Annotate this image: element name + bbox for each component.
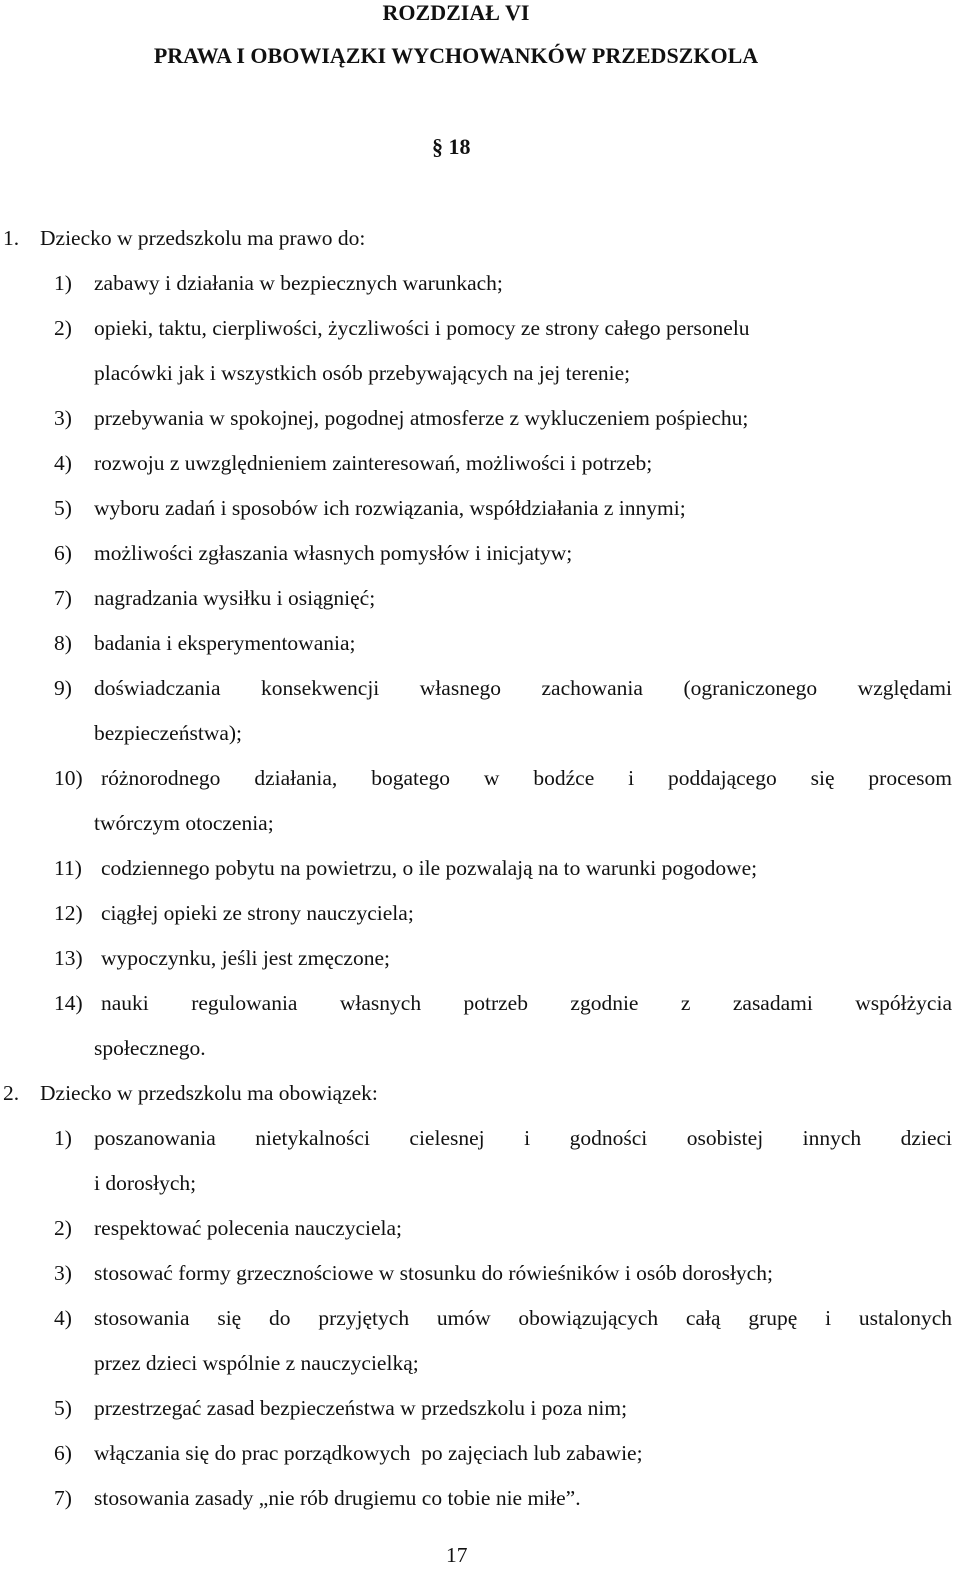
list-item-text: stosować formy grzecznościowe w stosunku do rówieśników i osób dorosłych; bbox=[94, 1261, 773, 1285]
list-item-number: 8) bbox=[54, 631, 72, 655]
list-item-text: wyboru zadań i sposobów ich rozwiązania, współdziałania z innymi; bbox=[94, 496, 686, 520]
list-item-text: doświadczania konsekwencji własnego zachowania (ograniczonego względami bbox=[94, 676, 952, 700]
list-item-number: 4) bbox=[54, 1306, 72, 1330]
list-item-number: 12) bbox=[54, 901, 83, 925]
list-item-text bbox=[94, 318, 952, 340]
list-item-text: ciągłej opieki ze strony nauczyciela; bbox=[101, 901, 414, 925]
list-item-number: 6) bbox=[54, 1441, 72, 1465]
list-item-number: 5) bbox=[54, 1396, 72, 1420]
list-item-number: 9) bbox=[54, 676, 72, 700]
list-item-text-continued: placówki jak i wszystkich osób przebywających na jej terenie; bbox=[94, 361, 631, 385]
chapter-title: ROZDZIAŁ VI bbox=[382, 0, 530, 25]
list-item-text: przebywania w spokojnej, pogodnej atmosferze z wykluczeniem pośpiechu; bbox=[94, 406, 749, 430]
list-item-text: nauki regulowania własnych potrzeb zgodnie z zasadami współżycia bbox=[101, 991, 952, 1015]
list-item-text-continued: twórczym otoczenia; bbox=[94, 811, 274, 835]
section-number: 1. bbox=[3, 226, 20, 250]
list-item-number: 10) bbox=[54, 766, 83, 790]
list-item-number: 1) bbox=[54, 1126, 72, 1150]
list-item-number: 6) bbox=[54, 541, 72, 565]
list-item-number: 3) bbox=[54, 1261, 72, 1285]
word: opieki, taktu, cierpliwości, życzliwości i pomocy ze strony całego personelu bbox=[94, 316, 750, 340]
list-item-number: 3) bbox=[54, 406, 72, 430]
list-item-text-continued: i dorosłych; bbox=[94, 1171, 197, 1195]
list-item-number: 11) bbox=[54, 856, 82, 880]
list-item-text: włączania się do prac porządkowych po zajęciach lub zabawie; bbox=[94, 1441, 643, 1465]
list-item-text: przestrzegać zasad bezpieczeństwa w przedszkolu i poza nim; bbox=[94, 1396, 628, 1420]
list-item-number: 4) bbox=[54, 451, 72, 475]
section-intro: Dziecko w przedszkolu ma obowiązek: bbox=[40, 1081, 378, 1105]
chapter-subtitle: PRAWA I OBOWIĄZKI WYCHOWANKÓW PRZEDSZKOLA bbox=[153, 43, 759, 68]
list-item-number: 7) bbox=[54, 586, 72, 610]
list-item-number: 7) bbox=[54, 1486, 72, 1510]
list-item-text: rozwoju z uwzględnieniem zainteresowań, możliwości i potrzeb; bbox=[94, 451, 653, 475]
list-item-number: 1) bbox=[54, 271, 72, 295]
list-item-text-continued: bezpieczeństwa); bbox=[94, 721, 243, 745]
list-item-text: różnorodnego działania, bogatego w bodźce i poddającego się procesom bbox=[101, 766, 952, 790]
list-item-text: codziennego pobytu na powietrzu, o ile pozwalają na to warunki pogodowe; bbox=[101, 856, 758, 880]
list-item-text-continued: przez dzieci wspólnie z nauczycielką; bbox=[94, 1351, 419, 1375]
list-item-text: nagradzania wysiłku i osiągnięć; bbox=[94, 586, 376, 610]
list-item-text: stosowania się do przyjętych umów obowiązujących całą grupę i ustalonych bbox=[94, 1306, 952, 1330]
paragraph-number: § 18 bbox=[432, 134, 471, 159]
list-item-text: badania i eksperymentowania; bbox=[94, 631, 356, 655]
list-item-text: możliwości zgłaszania własnych pomysłów i inicjatyw; bbox=[94, 541, 573, 565]
list-item-text: stosowania zasady „nie rób drugiemu co tobie nie miłe”. bbox=[94, 1486, 581, 1510]
list-item-number: 2) bbox=[54, 316, 72, 340]
section-number: 2. bbox=[3, 1081, 20, 1105]
list-item-number: 2) bbox=[54, 1216, 72, 1240]
list-item-text: poszanowania nietykalności cielesnej i godności osobistej innych dzieci bbox=[94, 1126, 952, 1150]
list-item-text: wypoczynku, jeśli jest zmęczone; bbox=[101, 946, 390, 970]
list-item-text-continued: społecznego. bbox=[94, 1036, 206, 1060]
list-item-number: 5) bbox=[54, 496, 72, 520]
list-item-number: 14) bbox=[54, 991, 83, 1015]
page-number: 17 bbox=[446, 1543, 468, 1567]
list-item-number: 13) bbox=[54, 946, 83, 970]
list-item-text: respektować polecenia nauczyciela; bbox=[94, 1216, 402, 1240]
list-item-text: zabawy i działania w bezpiecznych warunkach; bbox=[94, 271, 503, 295]
section-intro: Dziecko w przedszkolu ma prawo do: bbox=[40, 226, 366, 250]
